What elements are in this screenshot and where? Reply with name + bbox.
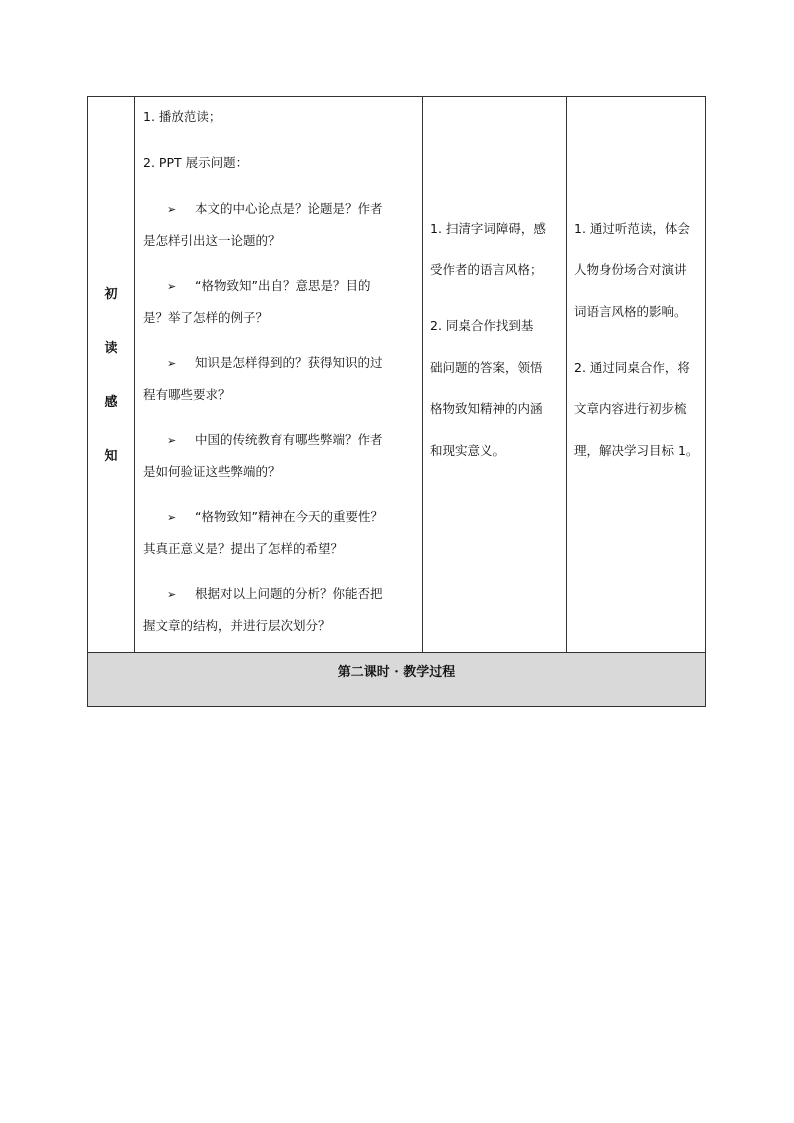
design-intent-line: 词语言风格的影响。 [574, 304, 687, 319]
stage-label [88, 97, 134, 652]
column-divider [134, 97, 135, 652]
stage-label-char: 初 [104, 287, 118, 302]
stage-label-char: 感 [104, 395, 118, 410]
arrow-bullet-icon: ➢ [167, 203, 177, 216]
arrow-bullet-icon: ➢ [167, 357, 177, 370]
stage-label-char: 读 [104, 341, 118, 356]
student-activity-line: 础问题的答案，领悟 [430, 360, 543, 375]
question-line: 是如何验证这些弊端的？ [143, 464, 281, 479]
question-line: 握文章的结构，并进行层次划分？ [143, 618, 331, 633]
column-divider [566, 97, 567, 652]
question-line: 是？举了怎样的例子？ [143, 310, 269, 325]
question-line: ➢ 本文的中心论点是？论题是？作者 [167, 201, 383, 216]
question-line: ➢ “格物致知”出自？意思是？目的 [167, 278, 371, 293]
design-intent-cell [574, 97, 702, 652]
arrow-bullet-icon: ➢ [167, 588, 177, 601]
design-intent-line: 1. 通过听范读，体会 [574, 221, 690, 236]
question-line: 程有哪些要求？ [143, 387, 231, 402]
question-line: 是怎样引出这一论题的？ [143, 233, 281, 248]
question-line: ➢ 根据对以上问题的分析？你能否把 [167, 586, 383, 601]
stage-label-char: 知 [104, 449, 118, 464]
lesson-table [87, 96, 706, 707]
design-intent-line: 2. 通过同桌合作，将 [574, 360, 690, 375]
student-activity-line: 和现实意义。 [430, 443, 506, 458]
student-activity-line: 格物致知精神的内涵 [430, 401, 543, 416]
teacher-activities-cell [143, 97, 418, 652]
arrow-bullet-icon: ➢ [167, 511, 177, 524]
question-line: 其真正意义是？提出了怎样的希望？ [143, 541, 344, 556]
column-divider [422, 97, 423, 652]
design-intent-line: 理，解决学习目标 1。 [574, 443, 699, 458]
arrow-bullet-icon: ➢ [167, 280, 177, 293]
section-title: 第二课时 · 教学过程 [88, 653, 705, 706]
question-line: ➢ 知识是怎样得到的？获得知识的过 [167, 355, 383, 370]
student-activity-line: 1. 扫清字词障碍，感 [430, 221, 546, 236]
design-intent-line: 人物身份场合对演讲 [574, 262, 687, 277]
question-line: ➢ 中国的传统教育有哪些弊端？作者 [167, 432, 383, 447]
student-activity-line: 2. 同桌合作找到基 [430, 318, 534, 333]
question-line: ➢ “格物致知”精神在今天的重要性？ [167, 509, 383, 524]
student-activities-cell [430, 97, 562, 652]
arrow-bullet-icon: ➢ [167, 434, 177, 447]
step-text: 1. 播放范读； [143, 109, 222, 124]
design-intent-line: 文章内容进行初步梳 [574, 401, 687, 416]
step-text: 2. PPT 展示问题： [143, 155, 249, 170]
student-activity-line: 受作者的语言风格； [430, 262, 543, 277]
